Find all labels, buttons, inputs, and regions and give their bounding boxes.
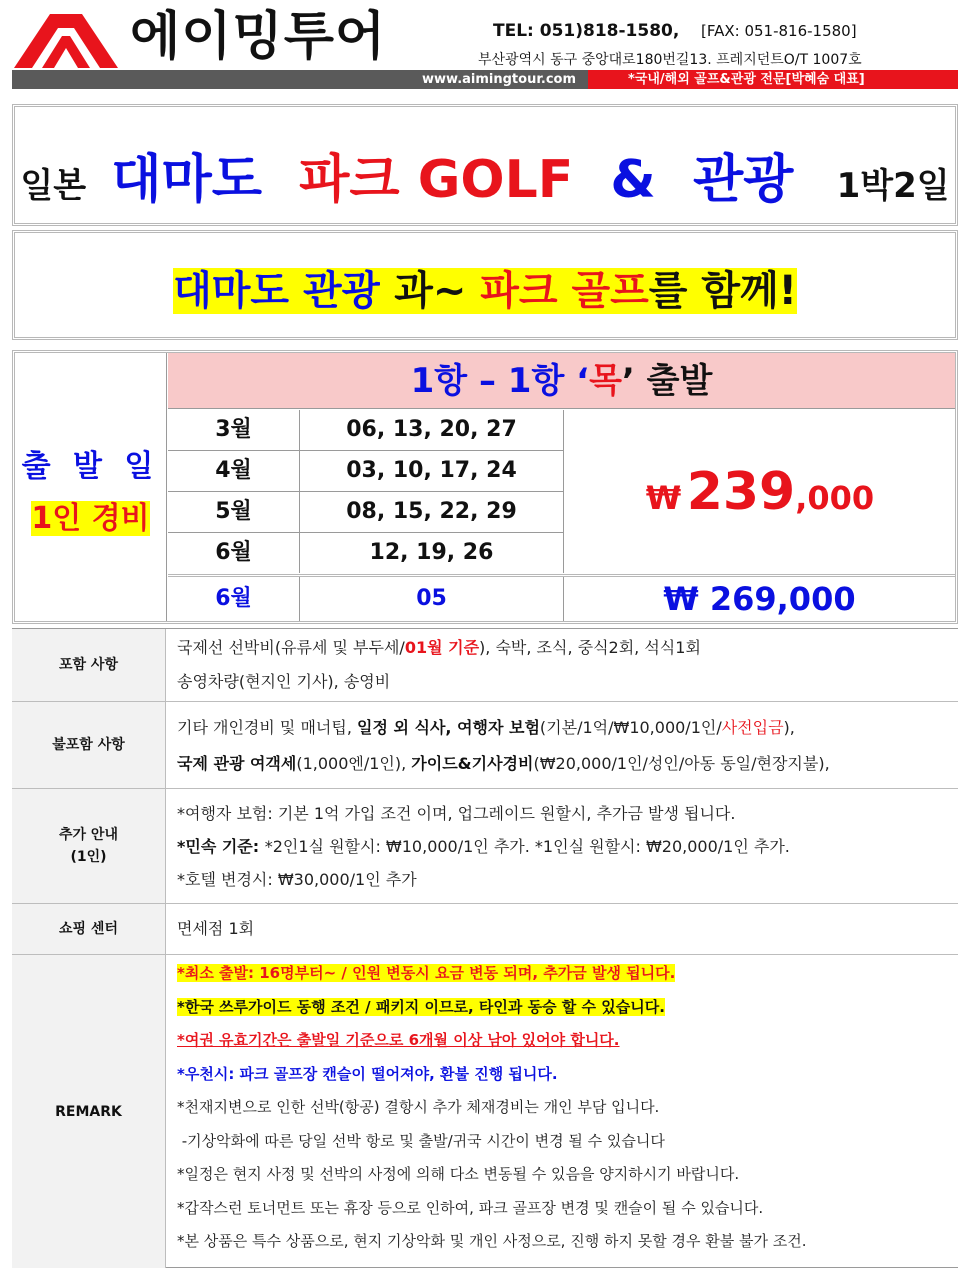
info-row-included xyxy=(12,629,958,702)
excluded-text: 기타 개인경비 및 매너팁, xyxy=(177,718,357,737)
schedule-row xyxy=(168,451,564,492)
schedule-month: 3월 xyxy=(168,410,300,450)
excluded-meals-insurance: 일정 외 식사, 여행자 보험 xyxy=(357,718,540,737)
special-price: ₩ 269,000 xyxy=(663,580,856,618)
remark-line: -기상악화에 따른 당일 선박 항로 및 출발/귀국 시간이 변경 될 수 있습니다 xyxy=(177,1131,665,1150)
schedule-month: 6월 xyxy=(168,533,300,573)
excluded-line-2 xyxy=(177,746,950,782)
schedule-dates: 12, 19, 26 xyxy=(300,533,564,573)
route-text-start: 1항 – 1항 ‘ xyxy=(410,361,590,401)
title-destination: 대마도 xyxy=(111,150,262,210)
title-duration: 1박2일 xyxy=(836,166,950,206)
remark-rain-refund: *우천시: 파크 골프장 캔슬이 떨어져야, 환불 진행 됩니다. xyxy=(177,1064,558,1083)
label-departure-date: 출 발 일 xyxy=(21,449,160,484)
extra-minsok-basis: *민속 기준: xyxy=(177,837,265,856)
info-row-excluded xyxy=(12,702,958,789)
schedule-label-cell xyxy=(15,353,167,621)
page-title xyxy=(15,137,955,212)
schedule-month: 4월 xyxy=(168,451,300,491)
remark-guide-condition: *한국 쓰루가이드 동행 조건 / 패키지 이므로, 타인과 동승 할 수 있습니다. xyxy=(177,997,665,1016)
info-label xyxy=(12,789,166,903)
title-tour: 관광 xyxy=(692,150,794,210)
excluded-insurance-detail: (기본/1억/₩10,000/1인/ xyxy=(539,718,722,737)
excluded-text-end: ), xyxy=(783,718,795,737)
info-label-line: 추가 안내 xyxy=(59,827,118,843)
header xyxy=(0,0,969,95)
label-cost-text: 1인 경비 xyxy=(31,501,150,536)
extra-line-3: *호텔 변경시: ₩30,000/1인 추가 xyxy=(177,870,417,889)
included-line-1 xyxy=(177,631,950,665)
brand-name: 에이밍투어 xyxy=(130,7,387,67)
title-amp: & xyxy=(610,150,656,210)
schedule-dates: 08, 15, 22, 29 xyxy=(300,492,564,532)
price-amount-tail: ,000 xyxy=(795,479,875,517)
schedule-row xyxy=(168,410,564,451)
remark-line xyxy=(177,957,950,991)
info-table xyxy=(12,628,958,1268)
special-dates: 05 xyxy=(300,577,564,621)
website-link[interactable]: www.aimingtour.com xyxy=(422,72,577,87)
subtitle-part3: 파크 골프 xyxy=(480,268,649,314)
aiming-tour-logo-icon xyxy=(12,10,120,70)
schedule-dates: 06, 13, 20, 27 xyxy=(300,410,564,450)
schedule-row xyxy=(168,533,564,574)
remark-line xyxy=(177,991,950,1025)
special-month: 6월 xyxy=(168,577,300,621)
remark-line: *천재지변으로 인한 선박(항공) 결항시 추가 체재경비는 개인 부담 입니다. xyxy=(177,1098,660,1116)
schedule-dates: 03, 10, 17, 24 xyxy=(300,451,564,491)
info-label: 불포함 사항 xyxy=(12,702,166,788)
remark-line: *일정은 현지 사정 및 선박의 사정에 의해 다소 변동될 수 있음을 양지하시기 바랍니다. xyxy=(177,1165,740,1183)
info-row-shopping xyxy=(12,904,958,955)
extra-line-2 xyxy=(177,830,950,863)
info-row-remark xyxy=(12,955,958,1268)
route-header xyxy=(168,353,955,409)
title-prefix: 일본 xyxy=(20,166,87,206)
remark-line xyxy=(177,1058,950,1092)
included-text-end: ), 숙박, 조식, 중식2회, 석식1회 xyxy=(479,638,701,657)
price-amount: 239 xyxy=(686,462,796,522)
specialty-text: *국내/해외 골프&관광 전문[박혜숨 대표] xyxy=(628,72,865,87)
info-label-line: (1인) xyxy=(70,849,107,865)
info-body-remark xyxy=(177,957,950,1259)
special-schedule-row xyxy=(168,574,955,621)
price-main xyxy=(565,410,955,574)
page-subtitle xyxy=(15,259,955,316)
excluded-line-1 xyxy=(177,710,950,746)
remark-min-departure: *최소 출발: 16명부터~ / 인원 변동시 요금 변동 되며, 추가금 발생 됩니다. xyxy=(177,964,676,982)
remark-line xyxy=(177,1024,950,1058)
subtitle-box xyxy=(12,230,958,340)
schedule-month: 5월 xyxy=(168,492,300,532)
fax-number: [FAX: 051-816-1580] xyxy=(701,22,857,40)
excluded-guide-fee-amount: (₩20,000/1인/성인/아동 동일/현장지불), xyxy=(533,754,830,773)
included-fuel-basis: 01월 기준 xyxy=(404,638,480,657)
included-line-2: 송영차량(현지인 기사), 송영비 xyxy=(177,672,391,691)
schedule-row xyxy=(168,492,564,533)
info-body-included xyxy=(177,631,950,699)
extra-room-options: *2인1실 원할시: ₩10,000/1인 추가. *1인실 원할시: ₩20,000/1인 추가. xyxy=(264,837,790,856)
route-day: 목 xyxy=(589,361,622,401)
info-label: REMARK xyxy=(12,955,166,1268)
excluded-guide-fee: 가이드&기사경비 xyxy=(411,754,534,773)
included-text: 국제선 선박비(유류세 및 부두세/ xyxy=(177,638,405,657)
price-currency: ₩ xyxy=(645,479,682,517)
info-body-extra xyxy=(177,797,950,896)
info-body-excluded xyxy=(177,710,950,782)
tel-number: TEL: 051)818-1580, xyxy=(493,21,680,41)
schedule-table xyxy=(12,350,958,624)
info-row-extra xyxy=(12,789,958,904)
subtitle-part2: 과~ xyxy=(380,268,481,314)
extra-line-1: *여행자 보험: 기본 1억 가입 조건 이며, 업그레이드 원할시, 추가금 발생 됩니다. xyxy=(177,804,736,823)
remark-line: *본 상품은 특수 상품으로, 현지 기상악화 및 개인 사정으로, 진행 하지 못할 경우 환불 불가 조건. xyxy=(177,1232,807,1250)
excluded-prepay: 사전입금 xyxy=(721,718,784,737)
title-box xyxy=(12,104,958,226)
info-body-shopping: 면세점 1회 xyxy=(177,919,255,938)
route-text-end: ’ 출발 xyxy=(621,361,713,401)
info-label: 포함 사항 xyxy=(12,629,166,701)
subtitle-part4: 를 함께! xyxy=(648,268,797,314)
info-label: 쇼핑 센터 xyxy=(12,904,166,954)
label-cost-per-person xyxy=(15,493,166,537)
excluded-tax-amount: (1,000엔/1인), xyxy=(296,754,412,773)
remark-passport: *여권 유효기간은 출발일 기준으로 6개월 이상 남아 있어야 합니다. xyxy=(177,1031,620,1049)
excluded-tax: 국제 관광 여객세 xyxy=(177,754,297,773)
company-address: 부산광역시 동구 중앙대로180번길13. 프레지던트O/T 1007호 xyxy=(478,52,862,68)
subtitle-part1: 대마도 관광 xyxy=(173,268,381,314)
remark-line: *갑작스런 토너먼트 또는 휴장 등으로 인하여, 파크 골프장 변경 및 캔슬이 될 수 있습니다. xyxy=(177,1198,764,1217)
title-golf: 파크 GOLF xyxy=(299,150,574,210)
